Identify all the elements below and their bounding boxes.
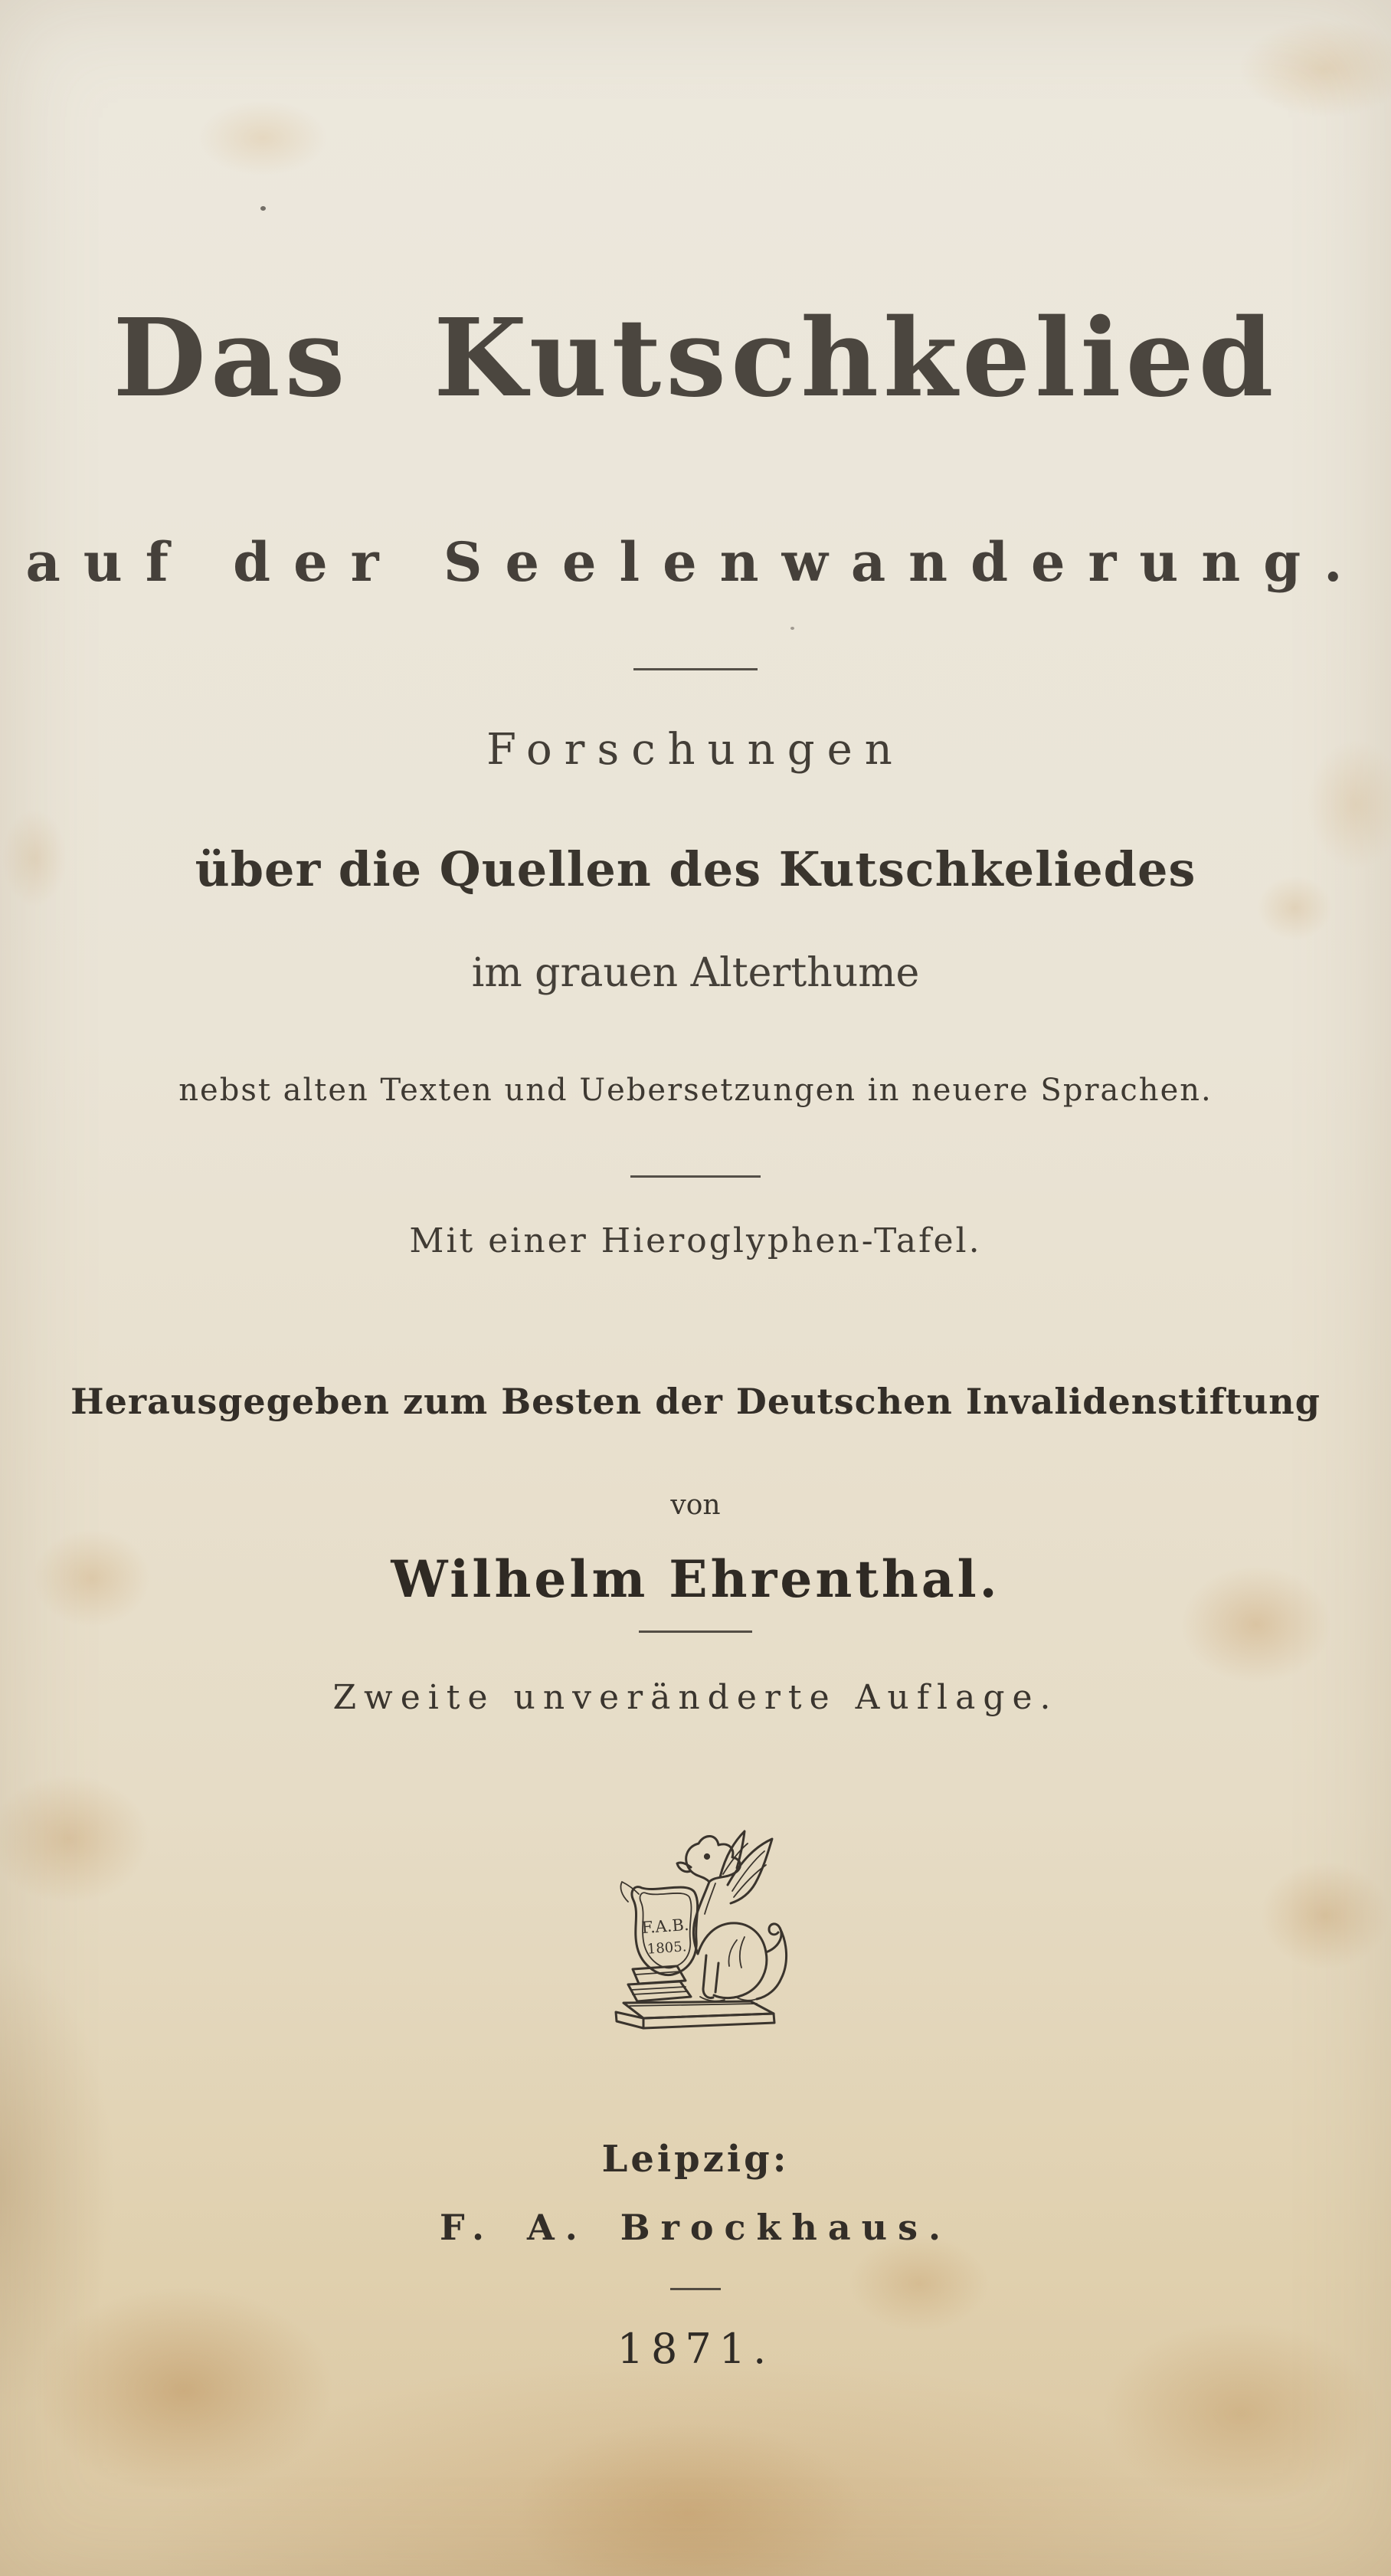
divider-rule — [639, 1630, 752, 1633]
series-line-4: nebst alten Texten und Uebersetzungen in neuere Sprachen. — [178, 1073, 1213, 1108]
author-name: Wilhelm Ehrenthal. — [391, 1549, 1000, 1609]
imprint-publisher: F. A. Brockhaus. — [439, 2207, 952, 2248]
device-year: 1805. — [646, 1939, 688, 1958]
paper-speck — [260, 206, 266, 211]
divider-rule — [670, 2288, 721, 2290]
paper-speck — [790, 627, 794, 630]
device-monogram: F.A.B. — [640, 1915, 690, 1938]
edition-statement: Zweite unveränderte Auflage. — [332, 1678, 1059, 1717]
book-subtitle: auf der Seelenwanderung. — [25, 530, 1366, 594]
series-line-2: über die Quellen des Kutschkeliedes — [195, 841, 1196, 897]
series-line-3: im grauen Alterthume — [471, 950, 920, 996]
divider-rule — [633, 668, 758, 670]
byline-preposition: von — [670, 1490, 721, 1521]
book-title: Das Kutschkelied — [113, 296, 1278, 421]
series-line-1: Forschungen — [486, 725, 905, 775]
imprint-city: Leipzig: — [601, 2138, 790, 2181]
dedication-line: Herausgegeben zum Besten der Deutschen Invalidenstiftung — [70, 1381, 1321, 1422]
griffin-on-books-printer-device-icon — [593, 1813, 798, 2037]
imprint-year: 1871. — [617, 2325, 774, 2373]
plate-note: Mit einer Hieroglyphen-Tafel. — [409, 1221, 982, 1260]
divider-rule — [630, 1175, 761, 1178]
